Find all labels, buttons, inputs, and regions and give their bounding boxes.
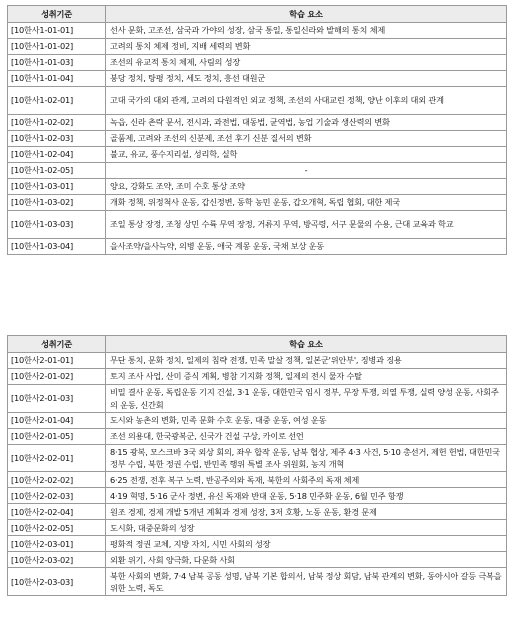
standard-code: [10한사1-03-04] xyxy=(8,239,106,255)
standard-code: [10한사1-01-04] xyxy=(8,71,106,87)
table-row xyxy=(8,179,507,195)
standard-code: [10한사2-01-03] xyxy=(8,385,106,413)
learning-elements: - xyxy=(106,163,507,179)
table-row xyxy=(8,239,507,255)
table-row xyxy=(8,472,507,488)
learning-elements: 불교, 유교, 풍수지리설, 성리학, 실학 xyxy=(106,147,507,163)
table-row xyxy=(8,369,507,385)
standard-code: [10한사1-01-01] xyxy=(8,23,106,39)
standard-code: [10한사2-03-01] xyxy=(8,536,106,552)
table-row xyxy=(8,131,507,147)
learning-elements: 북한 사회의 변화, 7·4 남북 공동 성명, 남북 기본 합의서, 남북 정상 회담, 남북 관계의 변화, 동아시아 갈등 극복을 위한 노력, 독도 xyxy=(106,568,507,596)
learning-elements: 외환 위기, 사회 양극화, 다문화 사회 xyxy=(106,552,507,568)
standard-code: [10한사2-03-03] xyxy=(8,568,106,596)
learning-elements: 평화적 정권 교체, 지방 자치, 시민 사회의 성장 xyxy=(106,536,507,552)
learning-elements: 8·15 광복, 모스크바 3국 외상 회의, 좌우 합작 운동, 남북 협상, 제주 4·3 사건, 5·10 총선거, 제헌 헌법, 대한민국 정부 수립, 북한 정권 수립, 반민족 행위 특별 조사 위원회, 농지 개혁 xyxy=(106,445,507,472)
standard-code: [10한사2-02-02] xyxy=(8,472,106,488)
table-row xyxy=(8,385,507,413)
standard-code: [10한사2-02-05] xyxy=(8,520,106,536)
table-row xyxy=(8,147,507,163)
standard-code: [10한사2-01-04] xyxy=(8,413,106,429)
table-row xyxy=(8,536,507,552)
learning-elements: 도시화, 대중문화의 성장 xyxy=(106,520,507,536)
learning-elements: 녹읍, 신라 촌락 문서, 전시과, 과전법, 대동법, 균역법, 농업 기술과 생산력의 변화 xyxy=(106,115,507,131)
table-row xyxy=(8,71,507,87)
standard-code: [10한사1-01-02] xyxy=(8,39,106,55)
table-row xyxy=(8,413,507,429)
header-learning-elements: 학습 요소 xyxy=(106,336,507,353)
standard-code: [10한사1-02-02] xyxy=(8,115,106,131)
standard-code: [10한사1-03-01] xyxy=(8,179,106,195)
learning-elements: 양요, 강화도 조약, 조미 수호 통상 조약 xyxy=(106,179,507,195)
standard-code: [10한사2-02-03] xyxy=(8,488,106,504)
learning-elements: 4·19 혁명, 5·16 군사 정변, 유신 독재와 반대 운동, 5·18 민주화 운동, 6월 민주 항쟁 xyxy=(106,488,507,504)
standard-code: [10한사2-02-01] xyxy=(8,445,106,472)
learning-elements: 6·25 전쟁, 전후 복구 노력, 반공주의와 독재, 북한의 사회주의 독재 체제 xyxy=(106,472,507,488)
table-row xyxy=(8,39,507,55)
header-learning-elements: 학습 요소 xyxy=(106,6,507,23)
learning-elements: 무단 통치, 문화 정치, 일제의 침략 전쟁, 민족 말살 정책, 일본군'위안부', 징병과 징용 xyxy=(106,353,507,369)
standard-code: [10한사1-01-03] xyxy=(8,55,106,71)
learning-elements: 도시와 농촌의 변화, 민족 문화 수호 운동, 대중 운동, 여성 운동 xyxy=(106,413,507,429)
table-row xyxy=(8,445,507,472)
standard-code: [10한사2-03-02] xyxy=(8,552,106,568)
table-row xyxy=(8,568,507,596)
standard-code: [10한사1-02-05] xyxy=(8,163,106,179)
table-row xyxy=(8,504,507,520)
learning-elements: 고대 국가의 대외 관계, 고려의 다원적인 외교 정책, 조선의 사대교린 정책, 양난 이후의 대외 관계 xyxy=(106,87,507,115)
table-row xyxy=(8,195,507,211)
standard-code: [10한사2-01-05] xyxy=(8,429,106,445)
learning-elements: 선사 문화, 고조선, 삼국과 가야의 성장, 삼국 통일, 통일신라와 발해의 통치 체제 xyxy=(106,23,507,39)
table-row xyxy=(8,211,507,239)
standard-code: [10한사1-02-01] xyxy=(8,87,106,115)
table-row xyxy=(8,552,507,568)
learning-elements: 붕당 정치, 탕평 정치, 세도 정치, 흥선 대원군 xyxy=(106,71,507,87)
table-row xyxy=(8,23,507,39)
table-row xyxy=(8,163,507,179)
learning-elements: 비밀 결사 운동, 독립운동 기지 건설, 3·1 운동, 대한민국 임시 정부, 무장 투쟁, 의열 투쟁, 실력 양성 운동, 사회주의 운동, 신간회 xyxy=(106,385,507,413)
header-standard: 성취기준 xyxy=(8,6,106,23)
learning-elements: 고려의 통치 체제 정비, 지배 세력의 변화 xyxy=(106,39,507,55)
standard-code: [10한사1-02-04] xyxy=(8,147,106,163)
table-row xyxy=(8,488,507,504)
learning-elements: 골품제, 고려와 조선의 신분제, 조선 후기 신분 질서의 변화 xyxy=(106,131,507,147)
standard-code: [10한사1-02-03] xyxy=(8,131,106,147)
table-row xyxy=(8,353,507,369)
learning-elements: 조일 통상 장정, 조청 상민 수륙 무역 장정, 거류지 무역, 방곡령, 서구 문물의 수용, 근대 교육과 학교 xyxy=(106,211,507,239)
table-row xyxy=(8,55,507,71)
learning-elements: 원조 경제, 경제 개발 5개년 계획과 경제 성장, 3저 호황, 노동 운동, 환경 문제 xyxy=(106,504,507,520)
standard-code: [10한사1-03-03] xyxy=(8,211,106,239)
standard-code: [10한사2-01-02] xyxy=(8,369,106,385)
standard-code: [10한사2-01-01] xyxy=(8,353,106,369)
table-row xyxy=(8,520,507,536)
learning-elements: 을사조약/을사늑약, 의병 운동, 애국 계몽 운동, 국채 보상 운동 xyxy=(106,239,507,255)
achievement-table-2 xyxy=(7,335,507,596)
learning-elements: 조선 의용대, 한국광복군, 신국가 건설 구상, 카이로 선언 xyxy=(106,429,507,445)
table-row xyxy=(8,87,507,115)
standard-code: [10한사1-03-02] xyxy=(8,195,106,211)
table-row xyxy=(8,115,507,131)
learning-elements: 개화 정책, 위정척사 운동, 갑신정변, 동학 농민 운동, 갑오개혁, 독립 협회, 대한 제국 xyxy=(106,195,507,211)
learning-elements: 조선의 유교적 통치 체제, 사림의 성장 xyxy=(106,55,507,71)
header-standard: 성취기준 xyxy=(8,336,106,353)
achievement-table-1 xyxy=(7,5,507,255)
standard-code: [10한사2-02-04] xyxy=(8,504,106,520)
table-row xyxy=(8,429,507,445)
learning-elements: 토지 조사 사업, 산미 증식 계획, 병참 기지화 정책, 일제의 전시 물자 수탈 xyxy=(106,369,507,385)
